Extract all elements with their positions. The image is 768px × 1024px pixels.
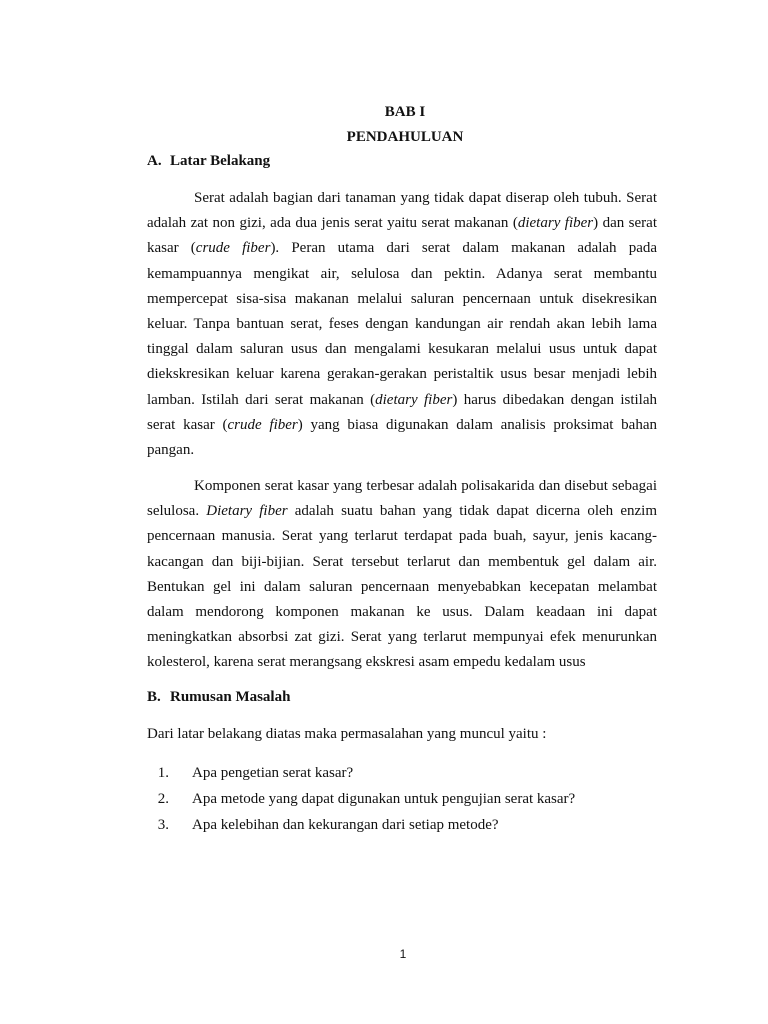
paragraph-latar-belakang-1 xyxy=(147,186,657,463)
italic-term: crude fiber xyxy=(227,416,298,433)
list-item-number: 2. xyxy=(157,791,169,807)
list-item xyxy=(147,762,575,788)
text-run: Komponen serat kasar yang terbesar adalah polisakarida dan disebut sebagai selulosa. xyxy=(147,478,657,520)
section-b-letter: B. xyxy=(147,689,161,705)
list-item-number: 3. xyxy=(157,817,169,833)
page-number: 1 xyxy=(399,947,407,961)
list-item xyxy=(147,814,575,840)
italic-term: dietary fiber xyxy=(517,215,594,232)
list-item xyxy=(147,788,575,814)
text-run: ) harus dibedakan dengan istilah serat kasar ( xyxy=(147,391,658,433)
list-item-number: 1. xyxy=(157,765,169,781)
section-a-letter: A. xyxy=(147,153,162,169)
list-item-text: Apa kelebihan dan kekurangan dari setiap metode? xyxy=(192,817,499,833)
text-run: ). Peran utama dari serat dalam makanan adalah pada kemampuannya mengikat air, selulosa dan pektin. Adanya serat membantu mempercepat sisa-sisa makanan melalui saluran pencernaan untuk disekresikan keluar. Tanpa bantuan serat, feses dengan kandungan air rendah akan lebih lama tinggal dalam saluran usus dan mengalami kesukaran melalui usus untuk dapat diekskresikan keluar karena gerakan-gerakan peristaltik usus besar menjadi lebih lamban. Istilah dari serat makanan ( xyxy=(147,240,658,408)
paragraph-latar-belakang-2 xyxy=(147,474,657,676)
italic-term: crude fiber xyxy=(195,240,271,257)
rumusan-list xyxy=(147,762,575,840)
list-item-text: Apa metode yang dapat digunakan untuk pengujian serat kasar? xyxy=(192,791,576,807)
chapter-number: BAB I xyxy=(384,104,426,120)
section-b-title: Rumusan Masalah xyxy=(170,689,291,705)
text-run: ) dan serat kasar ( xyxy=(147,215,657,257)
italic-term: dietary fiber xyxy=(375,391,453,408)
section-b-heading xyxy=(147,689,290,706)
section-a-title: Latar Belakang xyxy=(170,153,271,169)
rumusan-intro: Dari latar belakang diatas maka permasalahan yang muncul yaitu : xyxy=(147,726,547,742)
chapter-title: PENDAHULUAN xyxy=(346,129,464,145)
italic-term: Dietary fiber xyxy=(206,503,288,520)
list-item-text: Apa pengetian serat kasar? xyxy=(192,765,354,781)
text-run: Serat adalah bagian dari tanaman yang tidak dapat diserap oleh tubuh. Serat adalah zat non gizi, ada dua jenis serat yaitu serat makanan ( xyxy=(147,190,657,232)
section-a-heading xyxy=(147,153,270,170)
text-run: adalah suatu bahan yang tidak dapat dicerna oleh enzim pencernaan manusia. Serat yang terlarut terdapat pada buah, sayur, jenis kacang-kacangan dan biji-bijian. Serat tersebut terlarut dan membentuk gel dalam air. Bentukan gel ini dalam saluran pencernaan menyebabkan kecepatan melambat dalam mendorong komponen makanan ke usus. Dalam keadaan ini dapat meningkatkan absorbsi zat gizi. Serat yang terlarut mempunyai efek menurunkan kolesterol, karena serat merangsang ekskresi asam empedu kedalam usus xyxy=(147,503,657,671)
text-run: ) yang biasa digunakan dalam analisis proksimat bahan pangan. xyxy=(147,416,657,459)
